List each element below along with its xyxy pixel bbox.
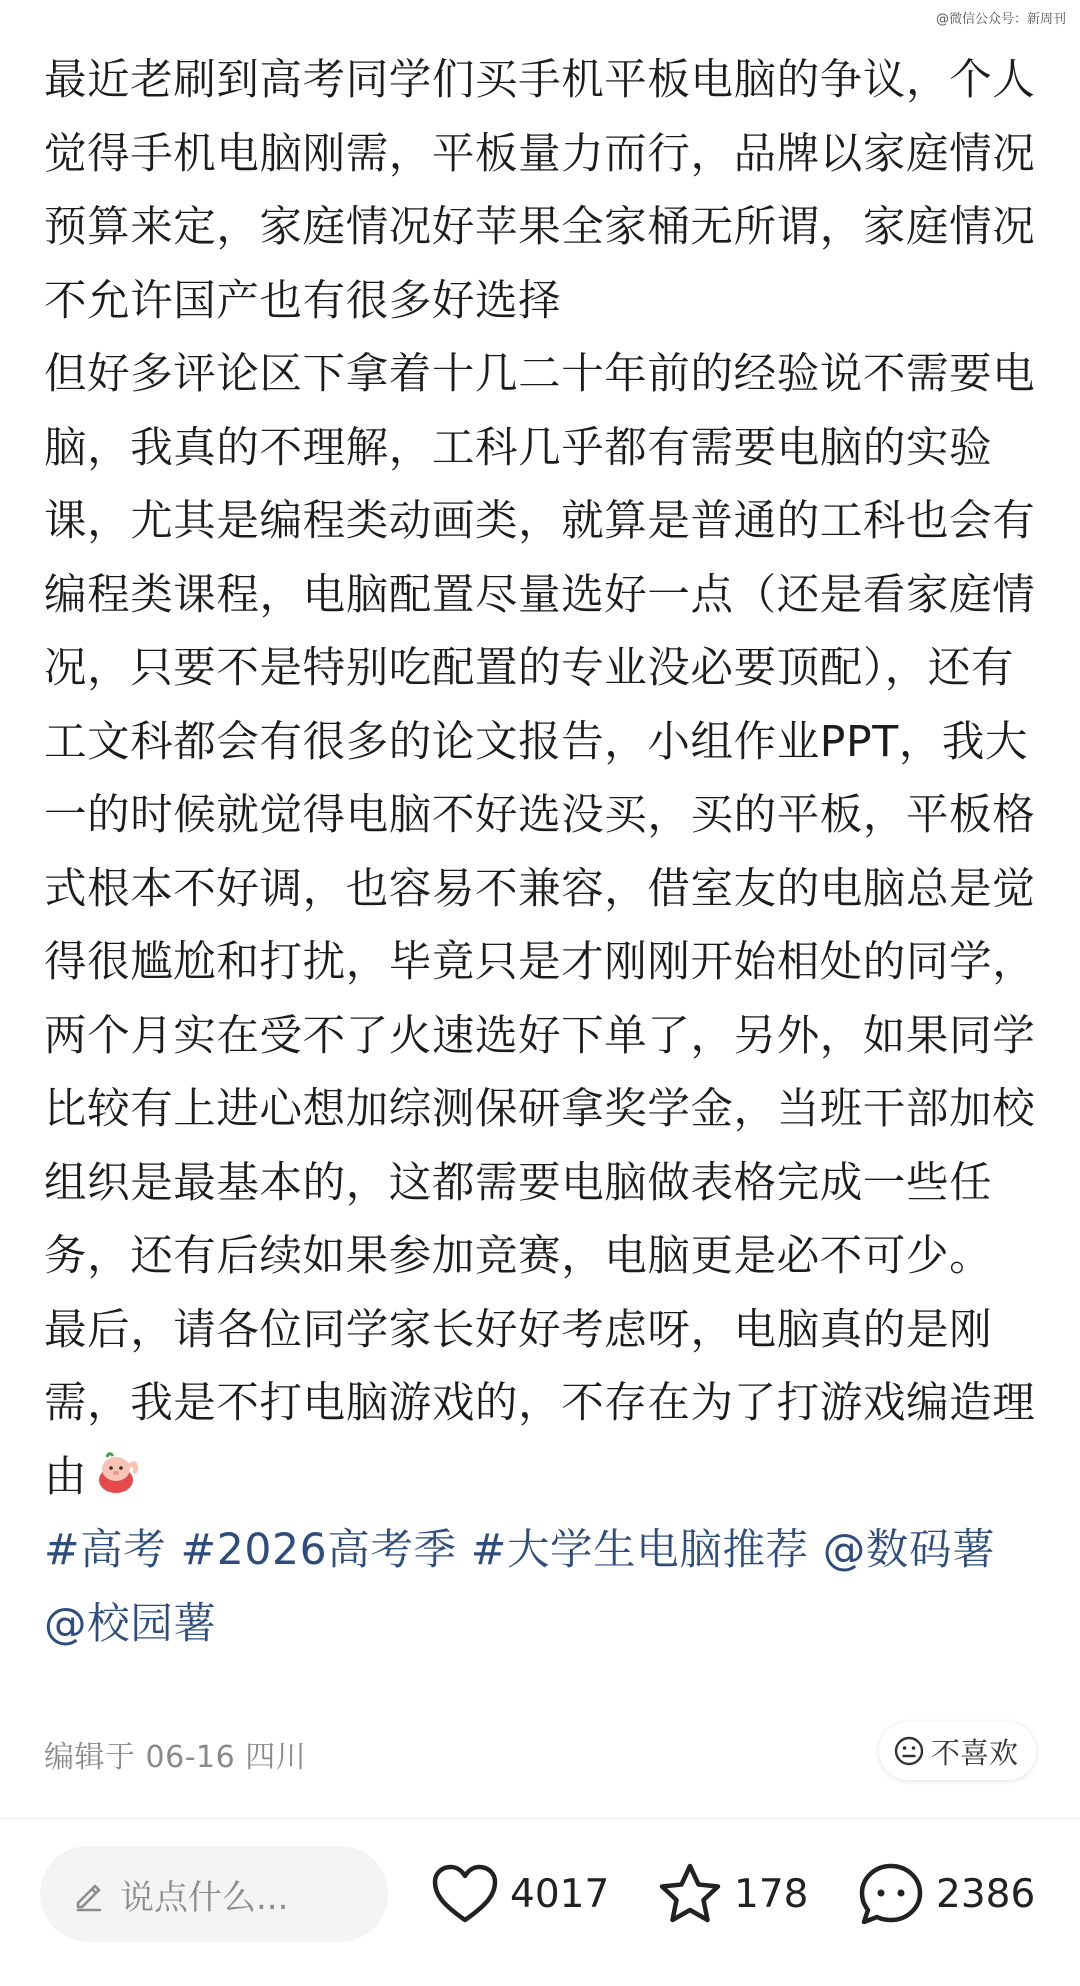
dislike-label: 不喜欢 xyxy=(930,1735,1018,1770)
bottom-action-bar xyxy=(0,1840,1080,1950)
comment-placeholder: 说点什么... xyxy=(120,1877,289,1918)
post-paragraph-3 xyxy=(44,1294,1044,1515)
post-paragraph-2: 但好多评论区下拿着十几二十年前的经验说不需要电脑，我真的不理解，工科几乎都有需要电脑的实验课，尤其是编程类动画类，就算是普通的工科也会有编程类课程，电脑配置尽量选好一点（还是看家庭情况，只要不是特别吃配置的专业没必要顶配），还有工文科都会有很多的论文报告，小组作业PPT，我大一的时候就觉得电脑不好选没买，买的平板，平板格式根本不好调，也容易不兼容，借室友的电脑总是觉得很尴尬和打扰，毕竟只是才刚刚开始相处的同学，两个月实在受不了火速选好下单了，另外，如果同学比较有上进心想加综测保研拿奖学金，当班干部加校组织是最基本的，这都需要电脑做表格完成一些任务，还有后续如果参加竞赛，电脑更是必不可少。 xyxy=(44,350,1036,1281)
comment-button[interactable] xyxy=(856,1854,1035,1934)
like-button[interactable] xyxy=(430,1854,609,1934)
hashtag-gaokao-2026[interactable]: #2026高考季 xyxy=(180,1526,457,1575)
hashtag-gaokao[interactable]: #高考 xyxy=(44,1526,167,1575)
heart-icon xyxy=(430,1862,500,1926)
dislike-button[interactable] xyxy=(879,1722,1036,1780)
post-content xyxy=(44,44,1044,1661)
hashtag-laptop-recommend[interactable]: #大学生电脑推荐 xyxy=(470,1526,809,1575)
comment-bubble-icon xyxy=(856,1860,926,1928)
post-meta-row xyxy=(44,1722,1036,1782)
post-paragraph-1: 最近老刷到高考同学们买手机平板电脑的争议，个人觉得手机电脑刚需，平板量力而行，品牌以家庭情况预算来定，家庭情况好苹果全家桶无所谓，家庭情况不允许国产也有很多好选择 xyxy=(44,56,1036,326)
hashtag-line xyxy=(44,1514,1044,1661)
favorite-button[interactable] xyxy=(656,1854,808,1934)
sticker-emoji-icon xyxy=(91,1447,141,1497)
post-paragraph-3-text: 最后，请各位同学家长好好考虑呀，电脑真的是刚需，我是不打电脑游戏的，不存在为了打游戏编造理由 xyxy=(44,1305,1036,1502)
comment-count: 2386 xyxy=(936,1871,1036,1917)
star-icon xyxy=(656,1861,724,1927)
mention-xiaoyuan[interactable]: @校园薯 xyxy=(44,1599,217,1649)
mention-shuma[interactable]: @数码薯 xyxy=(822,1526,996,1575)
frown-face-icon xyxy=(893,1735,925,1767)
favorite-count: 178 xyxy=(734,1871,809,1917)
edit-info: 编辑于 06-16 四川 xyxy=(44,1740,307,1775)
watermark: @微信公众号：新周刊 xyxy=(935,12,1066,27)
comment-input[interactable] xyxy=(40,1846,388,1942)
divider xyxy=(0,1818,1080,1819)
pencil-icon xyxy=(70,1875,108,1913)
like-count: 4017 xyxy=(510,1871,610,1917)
